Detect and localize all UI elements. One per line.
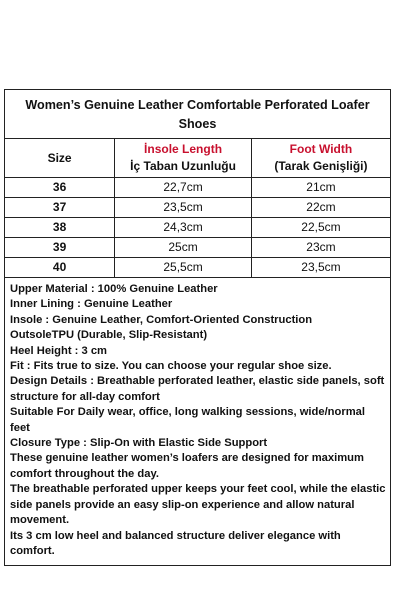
table-row [5,198,390,218]
size-cell: 39 [5,238,115,258]
detail-line: The breathable perforated upper keeps your feet cool, while the elastic side panels provide an easy slip-on experience and allow natural movement. [10,483,386,527]
detail-line: Design Details : Breathable perforated leather, elastic side panels, soft structure for all-day comfort [10,375,385,403]
product-title: Women’s Genuine Leather Comfortable Perforated Loafer Shoes [5,90,390,139]
detail-line: Suitable For Daily wear, office, long walking sessions, wide/normal feet [10,406,365,434]
size-cell: 37 [5,198,115,218]
table-row [5,238,390,258]
foot-width-header-sublabel: (Tarak Genişliği) [274,159,368,173]
detail-line: Upper Material : 100% Genuine Leather [10,283,218,295]
size-table [5,139,390,277]
insole-length-cell: 22,7cm [115,178,252,198]
foot-width-cell: 22cm [251,198,390,218]
detail-line: OutsoleTPU (Durable, Slip-Resistant) [10,329,208,342]
detail-line: Inner Lining : Genuine Leather [10,298,173,311]
table-row [5,218,390,238]
table-header-row [5,139,390,178]
size-cell: 38 [5,218,115,238]
insole-length-cell: 24,3cm [115,218,252,238]
foot-width-cell: 22,5cm [251,218,390,238]
detail-line: Heel Height : 3 cm [10,344,107,357]
foot-width-cell: 23,5cm [251,258,390,278]
size-column-header [5,139,115,178]
size-chart-sheet [4,89,391,566]
detail-line: These genuine leather women’s loafers are designed for maximum comfort throughout the day. [10,452,364,480]
detail-line: Closure Type : Slip-On with Elastic Side Support [10,437,268,450]
detail-line: Its 3 cm low heel and balanced structure deliver elegance with comfort. [10,529,341,557]
foot-width-header-label: Foot Width [289,142,353,156]
table-row [5,258,390,278]
size-cell: 36 [5,178,115,198]
foot-width-cell: 21cm [251,178,390,198]
product-details [5,277,390,565]
size-cell: 40 [5,258,115,278]
insole-length-header-label: İnsole Length [144,142,223,156]
insole-length-cell: 23,5cm [115,198,252,218]
table-row [5,178,390,198]
foot-width-column-header [251,139,390,178]
size-header-label: Size [47,150,72,165]
detail-line: Insole : Genuine Leather, Comfort-Oriented Construction [10,313,313,326]
insole-length-cell: 25cm [115,238,252,258]
insole-length-header-sublabel: İç Taban Uzunluğu [130,159,236,173]
detail-line: Fit : Fits true to size. You can choose your regular shoe size. [10,360,332,373]
insole-length-cell: 25,5cm [115,258,252,278]
foot-width-cell: 23cm [251,238,390,258]
insole-length-column-header [115,139,252,178]
